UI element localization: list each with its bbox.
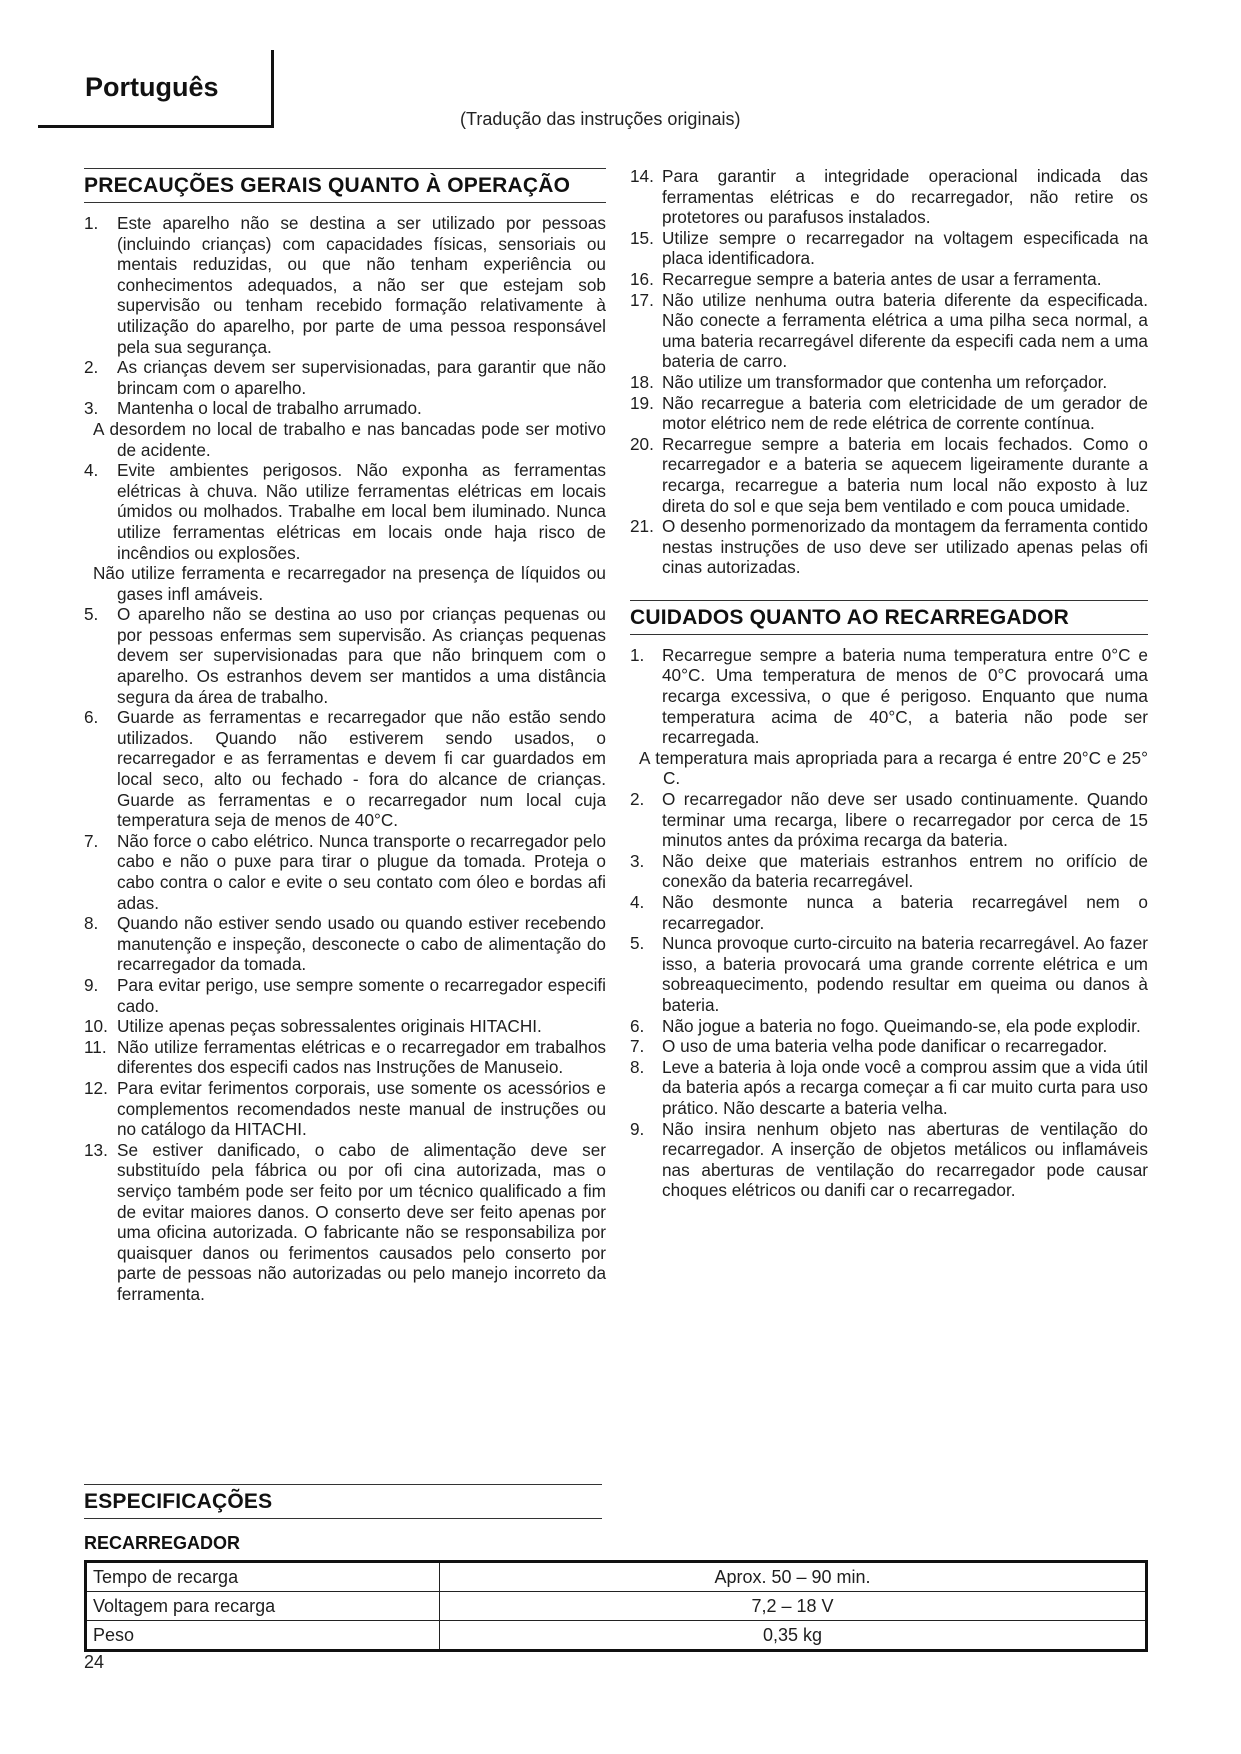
item-text: Não utilize nenhuma outra bateria diferente da especificada. Não conecte a ferramenta elétrica a uma pilha seca normal, a uma bateria recarregável diferente da especifi cada nem a uma bateria de carro.: [662, 289, 1148, 372]
item-text: Evite ambientes perigosos. Não exponha as ferramentas elétricas à chuva. Não utilize ferramentas elétricas em locais úmidos ou molhados. Trabalhe em local bem iluminado. Nunca utilize ferramentas elétricas em locais onde haja risco de incêndios ou explosões.: [117, 460, 606, 563]
item-text: Este aparelho não se destina a ser utilizado por pessoas (incluindo crianças) com capacidades físicas, sensoriais ou mentais reduzidas, ou que não tenham experiência ou conhecimentos adequados, a não ser que estejam sob supervisão ou tenham recebido formação relativamente à utilização do aparelho, por parte de uma pessoa responsável pela sua segurança.: [117, 213, 606, 357]
item-text: O aparelho não se destina ao uso por crianças pequenas ou por pessoas enfermas sem supervisão. As crianças pequenas devem ser supervisionadas para que não brinquem com o aparelho. Os estranhos devem ser mantidos a uma distância segura da área de trabalho.: [117, 604, 606, 707]
list-item: [84, 1016, 606, 1037]
left-column: [84, 168, 606, 1304]
list-item: [630, 393, 1148, 434]
item-text: Para evitar perigo, use sempre somente o recarregador especifi cado.: [117, 974, 606, 1016]
item-number: 17.: [630, 289, 654, 310]
item-number: 15.: [630, 227, 654, 248]
item-text: Não insira nenhum objeto nas aberturas de ventilação do recarregador. A inserção de objetos metálicos ou inflamáveis nas aberturas de ventilação do recarregador pode causar choques elétricos ou danifi car o recarregador.: [662, 1118, 1148, 1201]
spec-label: Peso: [86, 1621, 440, 1651]
table-row: [86, 1621, 1147, 1651]
item-number: 19.: [630, 392, 654, 413]
item-text: Não desmonte nunca a bateria recarregável nem o recarregador.: [662, 892, 1148, 933]
item-text: Recarregue sempre a bateria em locais fechados. Como o recarregador e a bateria se aquecem ligeiramente durante a recarga, recarregue a bateria num local não exposto à luz direta do sol e que seja bem ventilado e com pouca umidade.: [662, 433, 1148, 516]
translation-note: (Tradução das instruções originais): [460, 109, 741, 129]
item-number: 20.: [630, 433, 654, 454]
item-number: 4.: [630, 892, 645, 912]
table-row: [86, 1592, 1147, 1621]
item-number: 14.: [630, 166, 654, 186]
list-item: [84, 913, 606, 975]
item-text: Se estiver danificado, o cabo de alimentação deve ser substituído pela fábrica ou por ofi cina autorizada, mas o serviço também pode ser feito por um técnico qualificado a fim de evitar maiores danos. O conserto deve ser feito apenas por uma oficina autorizada. O fabricante não se responsabiliza por quaisquer danos ou ferimentos causados pelo conserto por parte de pessoas não autorizadas ou pelo manejo incorreto da ferramenta.: [117, 1139, 606, 1304]
list-item: [630, 228, 1148, 269]
item-text: Guarde as ferramentas e recarregador que não estão sendo utilizados. Quando não estiverem sendo usados, o recarregador e as ferramentas e devem fi car guardados em local seco, alto ou fechado - fora do alcance de crianças. Guarde as ferramentas e o recarregador num local cuja temperatura seja de menos de 40°C.: [117, 707, 606, 831]
list-item: [630, 516, 1148, 578]
item-number: 11.: [84, 1036, 107, 1057]
specifications-subtitle: RECARREGADOR: [84, 1533, 241, 1553]
item-number: 4.: [84, 460, 99, 481]
item-text: Leve a bateria à loja onde você a comprou assim que a vida útil da bateria após a recarga começar a fi car muito curta para uso prático. Não descarte a bateria velha.: [662, 1056, 1148, 1118]
item-number: 21.: [630, 516, 654, 537]
list-item: [630, 372, 1148, 393]
item-text: Não jogue a bateria no fogo. Queimando-se, ela pode explodir.: [662, 1015, 1141, 1036]
item-number: 10.: [84, 1016, 108, 1037]
item-number: 1.: [630, 644, 645, 665]
item-number: 7.: [630, 1036, 645, 1057]
item-text: Para evitar ferimentos corporais, use somente os acessórios e complementos recomendados neste manual de instruções ou no catálogo da HITACHI.: [117, 1077, 606, 1140]
item-text: Não utilize ferramentas elétricas e o recarregador em trabalhos diferentes dos especifi cados nas Instruções de Manuseio.: [117, 1036, 606, 1078]
item-number: 8.: [630, 1056, 645, 1077]
list-item: [630, 851, 1148, 892]
list-item: [630, 1057, 1148, 1119]
spec-value: 0,35 kg: [440, 1621, 1147, 1651]
item-number: 7.: [84, 830, 99, 851]
item-text: Mantenha o local de trabalho arrumado.: [117, 398, 422, 419]
item-number: 9.: [84, 974, 99, 995]
list-item: [630, 290, 1148, 372]
item-number: 13.: [84, 1139, 108, 1160]
specifications-section: [84, 1484, 1152, 1652]
item-number: 12.: [84, 1077, 108, 1098]
list-item: [84, 357, 606, 398]
item-number: 6.: [630, 1015, 645, 1036]
item-number: 18.: [630, 371, 654, 392]
item-number: 3.: [630, 850, 645, 871]
spec-label: Voltagem para recarga: [86, 1592, 440, 1621]
item-text: Para garantir a integridade operacional indicada das ferramentas elétricas e do recarregador, não retire os protetores ou parafusos instalados.: [662, 166, 1148, 228]
list-item: [630, 1119, 1148, 1201]
charger-care-list: [630, 645, 1148, 1201]
list-item: [84, 707, 606, 831]
item-text: O desenho pormenorizado da montagem da ferramenta contido nestas instruções de uso deve ser utilizado apenas pelas ofi cinas autorizadas.: [662, 516, 1148, 578]
page-number: 24: [84, 1652, 105, 1672]
spec-value: 7,2 – 18 V: [440, 1592, 1147, 1621]
table-row: [86, 1562, 1147, 1592]
list-item: [630, 269, 1148, 290]
list-note: A temperatura mais apropriada para a recarga é entre 20°C e 25° C.: [639, 747, 1148, 789]
list-item: [630, 166, 1148, 228]
item-text: Não recarregue a bateria com eletricidade de um gerador de motor elétrico nem de rede elétrica de corrente contínua.: [662, 392, 1148, 434]
list-item: [630, 1016, 1148, 1037]
list-item: [84, 1037, 606, 1078]
list-item: [630, 1036, 1148, 1057]
item-text: Utilize apenas peças sobressalentes originais HITACHI.: [117, 1016, 542, 1037]
item-number: 3.: [84, 398, 99, 419]
item-number: 8.: [84, 913, 99, 934]
list-item: [630, 434, 1148, 516]
item-number: 5.: [630, 933, 645, 954]
charger-care-title: CUIDADOS QUANTO AO RECARREGADOR: [630, 600, 1148, 635]
item-text: O recarregador não deve ser usado continuamente. Quando terminar uma recarga, libere o recarregador por cerca de 15 minutos antes da próxima recarga da bateria.: [662, 789, 1148, 851]
item-number: 5.: [84, 604, 99, 625]
list-note: Não utilize ferramenta e recarregador na presença de líquidos ou gases infl amáveis.: [93, 563, 606, 604]
item-number: 9.: [630, 1118, 645, 1139]
general-precautions-list-continued: [630, 166, 1148, 578]
general-precautions-title: PRECAUÇÕES GERAIS QUANTO À OPERAÇÃO: [84, 168, 606, 203]
item-text: Nunca provoque curto-circuito na bateria recarregável. Ao fazer isso, a bateria provocará uma grande corrente elétrica e um sobreaquecimento, podendo resultar em queima ou danos à bateria.: [662, 933, 1148, 1015]
right-column: [630, 166, 1148, 1201]
spec-value: Aprox. 50 – 90 min.: [440, 1562, 1147, 1592]
language-label: Português: [85, 72, 219, 102]
item-text: O uso de uma bateria velha pode danificar o recarregador.: [662, 1036, 1108, 1057]
item-text: Não deixe que materiais estranhos entrem no orifício de conexão da bateria recarregável.: [662, 850, 1148, 892]
list-item: [84, 398, 606, 419]
list-item: [630, 892, 1148, 933]
list-item: [84, 460, 606, 563]
general-precautions-list: [84, 213, 606, 1304]
list-item: [84, 1078, 606, 1140]
item-text: Não force o cabo elétrico. Nunca transporte o recarregador pelo cabo e não o puxe para tirar o plugue da tomada. Proteja o cabo contra o calor e evite o seu contato com óleo e bordas afi adas.: [117, 830, 606, 913]
list-item: [84, 975, 606, 1016]
list-item: [630, 933, 1148, 1015]
item-text: Não utilize um transformador que contenha um reforçador.: [662, 371, 1108, 392]
item-text: Recarregue sempre a bateria antes de usar a ferramenta.: [662, 268, 1102, 289]
list-item: [84, 213, 606, 357]
item-text: As crianças devem ser supervisionadas, para garantir que não brincam com o aparelho.: [117, 357, 606, 398]
item-number: 2.: [630, 789, 645, 810]
list-item: [84, 1140, 606, 1305]
item-number: 1.: [84, 213, 99, 233]
list-note: A desordem no local de trabalho e nas bancadas pode ser motivo de acidente.: [93, 418, 606, 460]
list-item: [84, 604, 606, 707]
list-item: [84, 831, 606, 913]
item-number: 2.: [84, 357, 99, 378]
specifications-table: [84, 1560, 1148, 1652]
list-item: [630, 645, 1148, 748]
item-text: Quando não estiver sendo usado ou quando estiver recebendo manutenção e inspeção, desconecte o cabo de alimentação do recarregador da tomada.: [117, 913, 606, 975]
list-item: [630, 789, 1148, 851]
specifications-title: ESPECIFICAÇÕES: [84, 1484, 602, 1519]
item-number: 6.: [84, 707, 99, 728]
item-number: 16.: [630, 268, 654, 289]
item-text: Recarregue sempre a bateria numa temperatura entre 0°C e 40°C. Uma temperatura de menos de 0°C provocará uma recarga excessiva, o que é perigoso. Enquanto que numa temperatura acima de 40°C, a bateria não pode ser recarregada.: [662, 644, 1148, 748]
item-text: Utilize sempre o recarregador na voltagem especificada na placa identificadora.: [662, 227, 1148, 269]
spec-label: Tempo de recarga: [86, 1562, 440, 1592]
